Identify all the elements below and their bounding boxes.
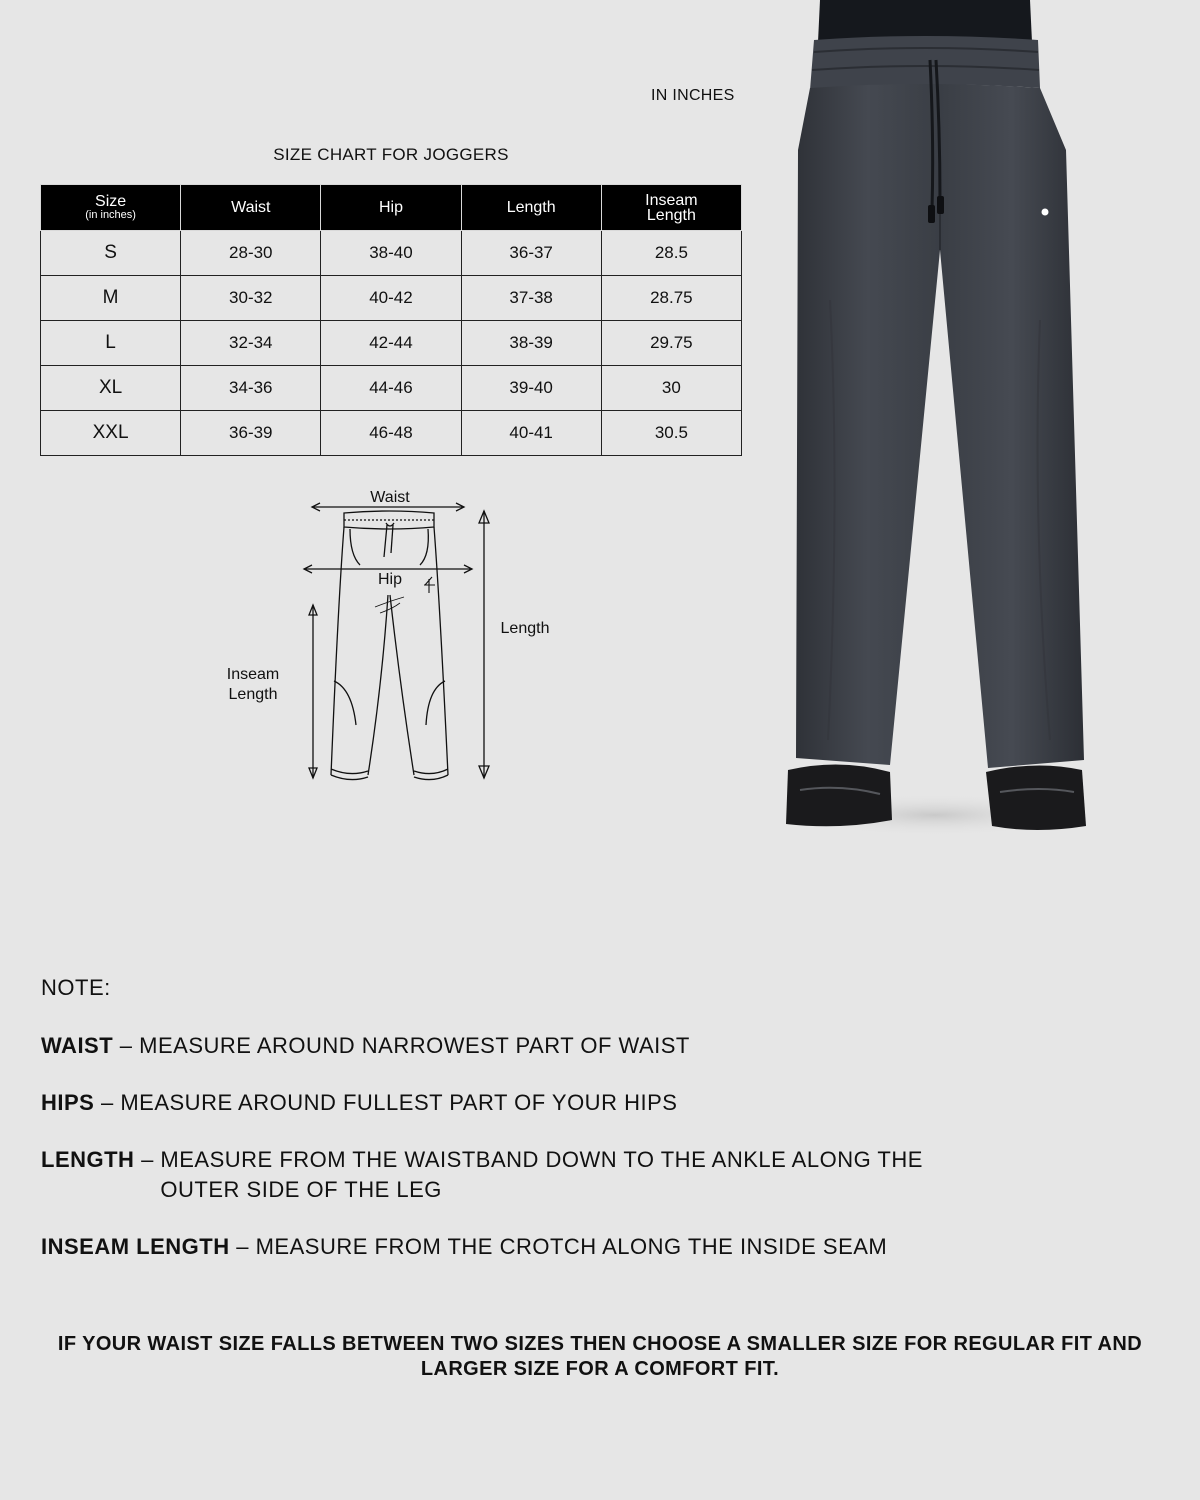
note-waist: WAIST – MEASURE AROUND NARROWEST PART OF WAIST <box>41 1031 1041 1061</box>
table-cell: XL <box>41 366 181 411</box>
header-hip: Hip <box>321 185 461 231</box>
table-cell: 32-34 <box>181 321 321 366</box>
fit-advice-note: IF YOUR WAIST SIZE FALLS BETWEEN TWO SIZES THEN CHOOSE A SMALLER SIZE FOR REGULAR FIT AND LARGER SIZE FOR A COMFORT FIT. <box>57 1333 1143 1380</box>
table-cell: 40-41 <box>461 411 601 456</box>
table-cell: 29.75 <box>601 321 741 366</box>
table-row <box>41 411 742 456</box>
table-cell: 39-40 <box>461 366 601 411</box>
table-cell: 46-48 <box>321 411 461 456</box>
note-desc: MEASURE AROUND FULLEST PART OF YOUR HIPS <box>120 1090 678 1115</box>
table-header-row <box>41 185 742 231</box>
table-row <box>41 231 742 276</box>
table-cell: 28.5 <box>601 231 741 276</box>
note-length: LENGTH – MEASURE FROM THE WAISTBAND DOWN TO THE ANKLE ALONG THE OUTER SIDE OF THE LEG <box>41 1145 1041 1205</box>
table-cell: 38-39 <box>461 321 601 366</box>
table-cell: 44-46 <box>321 366 461 411</box>
note-desc: MEASURE FROM THE CROTCH ALONG THE INSIDE SEAM <box>255 1234 888 1259</box>
note-term: LENGTH <box>41 1147 135 1172</box>
table-cell: 36-39 <box>181 411 321 456</box>
table-cell: L <box>41 321 181 366</box>
header-size <box>41 185 181 231</box>
table-cell: XXL <box>41 411 181 456</box>
table-cell: 30 <box>601 366 741 411</box>
notes-heading: NOTE: <box>41 975 111 1000</box>
measurement-diagram <box>200 485 580 795</box>
hip-label: Hip <box>377 571 402 588</box>
table-row <box>41 276 742 321</box>
note-desc: MEASURE FROM THE WAISTBAND DOWN TO THE ANKLE ALONG THE OUTER SIDE OF THE LEG <box>160 1147 923 1202</box>
note-term: WAIST <box>41 1033 114 1058</box>
header-size-sublabel: (in inches) <box>85 209 136 221</box>
table-cell: 34-36 <box>181 366 321 411</box>
table-cell: 28-30 <box>181 231 321 276</box>
note-hips: HIPS – MEASURE AROUND FULLEST PART OF YOUR HIPS <box>41 1088 1041 1118</box>
table-cell: M <box>41 276 181 321</box>
table-cell: 42-44 <box>321 321 461 366</box>
jogger-pants-photo-icon <box>770 0 1100 840</box>
chart-title: SIZE CHART FOR JOGGERS <box>273 145 509 164</box>
header-length: Length <box>461 185 601 231</box>
table-cell: 36-37 <box>461 231 601 276</box>
table-row <box>41 321 742 366</box>
units-label: IN INCHES <box>651 87 735 104</box>
header-waist: Waist <box>181 185 321 231</box>
inseam-label: Inseam Length <box>226 666 280 703</box>
waist-label: Waist <box>370 489 410 506</box>
product-photo <box>770 0 1100 840</box>
table-cell: 38-40 <box>321 231 461 276</box>
note-term: INSEAM LENGTH <box>41 1234 230 1259</box>
length-label: Length <box>500 620 550 637</box>
table-cell: 37-38 <box>461 276 601 321</box>
header-inseam-label: Inseam Length <box>645 191 698 224</box>
header-inseam <box>601 185 741 231</box>
header-size-label: Size <box>95 193 127 210</box>
table-row <box>41 366 742 411</box>
measurement-notes <box>41 975 1041 1289</box>
note-inseam: INSEAM LENGTH – MEASURE FROM THE CROTCH ALONG THE INSIDE SEAM <box>41 1232 1041 1262</box>
table-cell: 40-42 <box>321 276 461 321</box>
table-cell: 30.5 <box>601 411 741 456</box>
note-desc: MEASURE AROUND NARROWEST PART OF WAIST <box>139 1033 690 1058</box>
jogger-line-drawing-icon <box>200 485 580 795</box>
table-cell: 30-32 <box>181 276 321 321</box>
table-cell: S <box>41 231 181 276</box>
table-cell: 28.75 <box>601 276 741 321</box>
note-term: HIPS <box>41 1090 95 1115</box>
size-table <box>40 184 742 456</box>
